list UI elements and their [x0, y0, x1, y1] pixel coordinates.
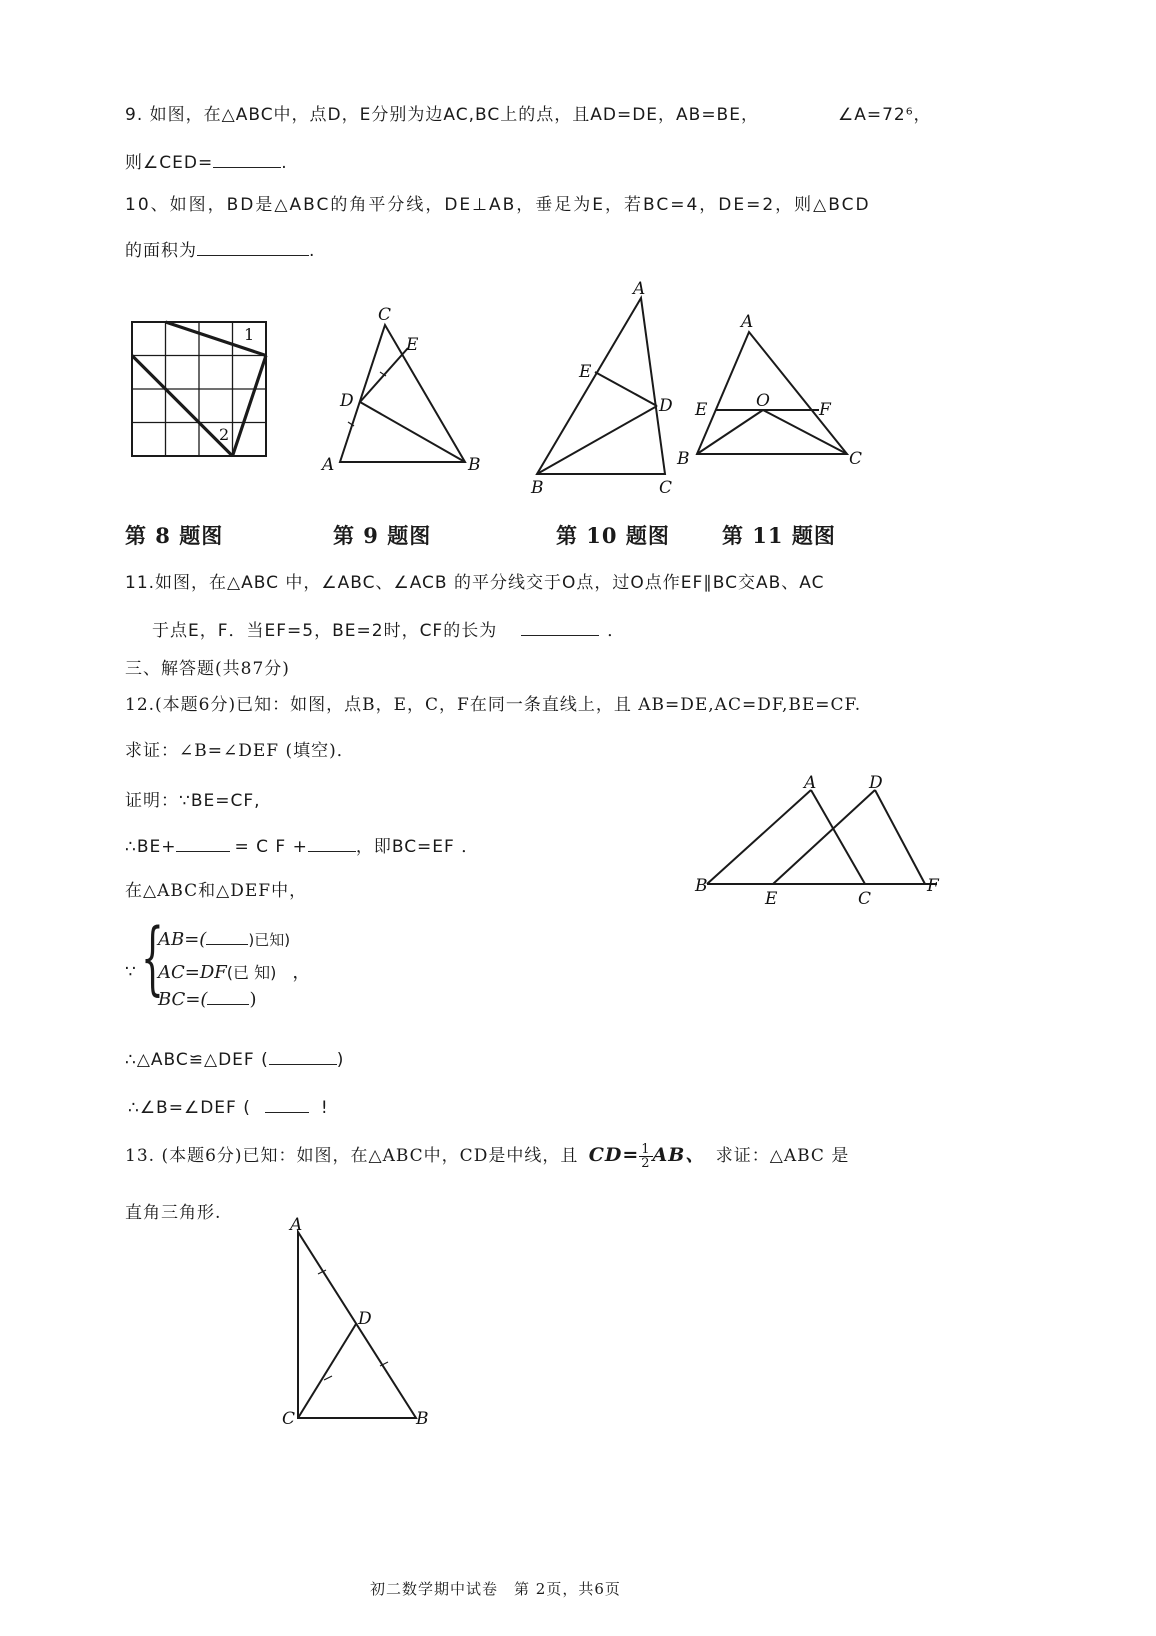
q12-cond3: BC=( ) [158, 989, 257, 1010]
q10-line2: 的面积为 . [125, 241, 316, 261]
fig12-A: A [804, 773, 817, 793]
fig11-A: A [741, 312, 754, 332]
q12-line2: 求证：∠B=∠DEF (填空)． [125, 741, 355, 761]
figure-11-triangle [675, 310, 875, 470]
fig13-D: D [358, 1309, 372, 1329]
q10-line1: 10、如图，BD是△ABC的角平分线，DE⊥AB，垂足为E，若BC=4，DE=2，则△BCD [125, 195, 871, 215]
page-footer: 初二数学期中试卷 第 2页，共6页 [370, 1580, 621, 1598]
q12-conclusion1: ∴△ABC≌△DEF ( ) [125, 1050, 345, 1070]
fig10-C: C [659, 478, 673, 498]
fig11-E: E [695, 400, 708, 420]
fig11-F: F [819, 400, 831, 420]
q9-line1: 9. 如图，在△ABC中，点D，E分别为边AC,BC上的点，且AD=DE，AB=BE， [125, 105, 759, 125]
fig9-E: E [406, 335, 419, 355]
q11-line2: 于点E，F．当EF=5，BE=2时，CF的长为 ． [152, 621, 626, 641]
fig11-O: O [756, 391, 770, 411]
answer-blank[interactable] [206, 928, 248, 945]
brace: { [141, 911, 164, 1004]
fraction-one-half: $\frac{1}{2}$ [641, 1142, 651, 1171]
q12-proof1: 证明：∵BE=CF, [125, 791, 261, 811]
fig9-D: D [340, 391, 354, 411]
fig10-E: E [579, 362, 592, 382]
fig12-E: E [765, 889, 778, 909]
fig13-A: A [290, 1215, 303, 1235]
answer-blank[interactable] [308, 835, 356, 852]
answer-blank[interactable] [265, 1096, 309, 1113]
q13-line2: 直角三角形. [125, 1203, 222, 1223]
figure-8-grid [130, 318, 270, 460]
fig13-B: B [416, 1409, 429, 1429]
caption-fig10: 第 10 题图 [556, 523, 670, 548]
caption-fig8: 第 8 题图 [125, 523, 224, 548]
answer-blank[interactable] [176, 835, 230, 852]
fig9-A: A [322, 455, 335, 475]
figure-12-triangles [695, 772, 955, 912]
q9-line2: 则∠CED= . [125, 153, 288, 173]
fig13-C: C [282, 1409, 296, 1429]
caption-fig11: 第 11 题图 [722, 523, 836, 548]
answer-blank[interactable] [269, 1048, 337, 1065]
fig11-C: C [849, 449, 863, 469]
q11-line1: 11.如图，在△ABC 中，∠ABC、∠ACB 的平分线交于O点，过O点作EF∥BC交AB、AC [125, 573, 825, 593]
q9-angle: ∠A=72⁶， [838, 105, 932, 125]
because-symbol: ∵ [125, 962, 137, 982]
fig10-A: A [633, 279, 646, 299]
fig12-F: F [927, 876, 939, 896]
fig11-B: B [677, 449, 690, 469]
answer-blank[interactable] [213, 151, 281, 168]
q12-conclusion2: ∴∠B=∠DEF ( ! [128, 1098, 329, 1118]
fig9-C: C [378, 305, 392, 325]
q13-line1: 13. (本题6分)已知：如图，在△ABC中，CD是中线，且 CD= $\frac{1}{2}$ AB、 求证：△ABC 是 [125, 1142, 850, 1171]
fig10-B: B [531, 478, 544, 498]
fig12-C: C [858, 889, 872, 909]
q12-cond1: AB=( )已知) [158, 929, 291, 950]
section3-title: 三、解答题(共87分) [125, 659, 290, 679]
q12-line1: 12.(本题6分)已知：如图，点B，E，C，F在同一条直线上，且 AB=DE,AC=DF,BE=CF. [125, 695, 862, 715]
caption-fig9: 第 9 题图 [333, 523, 432, 548]
answer-blank[interactable] [521, 619, 599, 636]
figure-10-triangle [525, 278, 695, 498]
answer-blank[interactable] [207, 988, 249, 1005]
answer-blank[interactable] [197, 239, 309, 256]
q12-proof2: ∴BE+ = C F + ，即BC=EF ． [125, 837, 480, 857]
fig9-B: B [468, 455, 481, 475]
fig8-label-1: 1 [244, 325, 255, 344]
fig12-B: B [695, 876, 708, 896]
q12-proof3: 在△ABC和△DEF中， [125, 881, 308, 901]
fig8-label-2: 2 [219, 425, 230, 444]
figure-9-triangle [320, 300, 500, 480]
fig10-D: D [659, 396, 673, 416]
q12-cond2: AC=DF(已 知) ， [158, 962, 311, 983]
figure-13-triangle [282, 1215, 442, 1429]
fig12-D: D [869, 773, 883, 793]
